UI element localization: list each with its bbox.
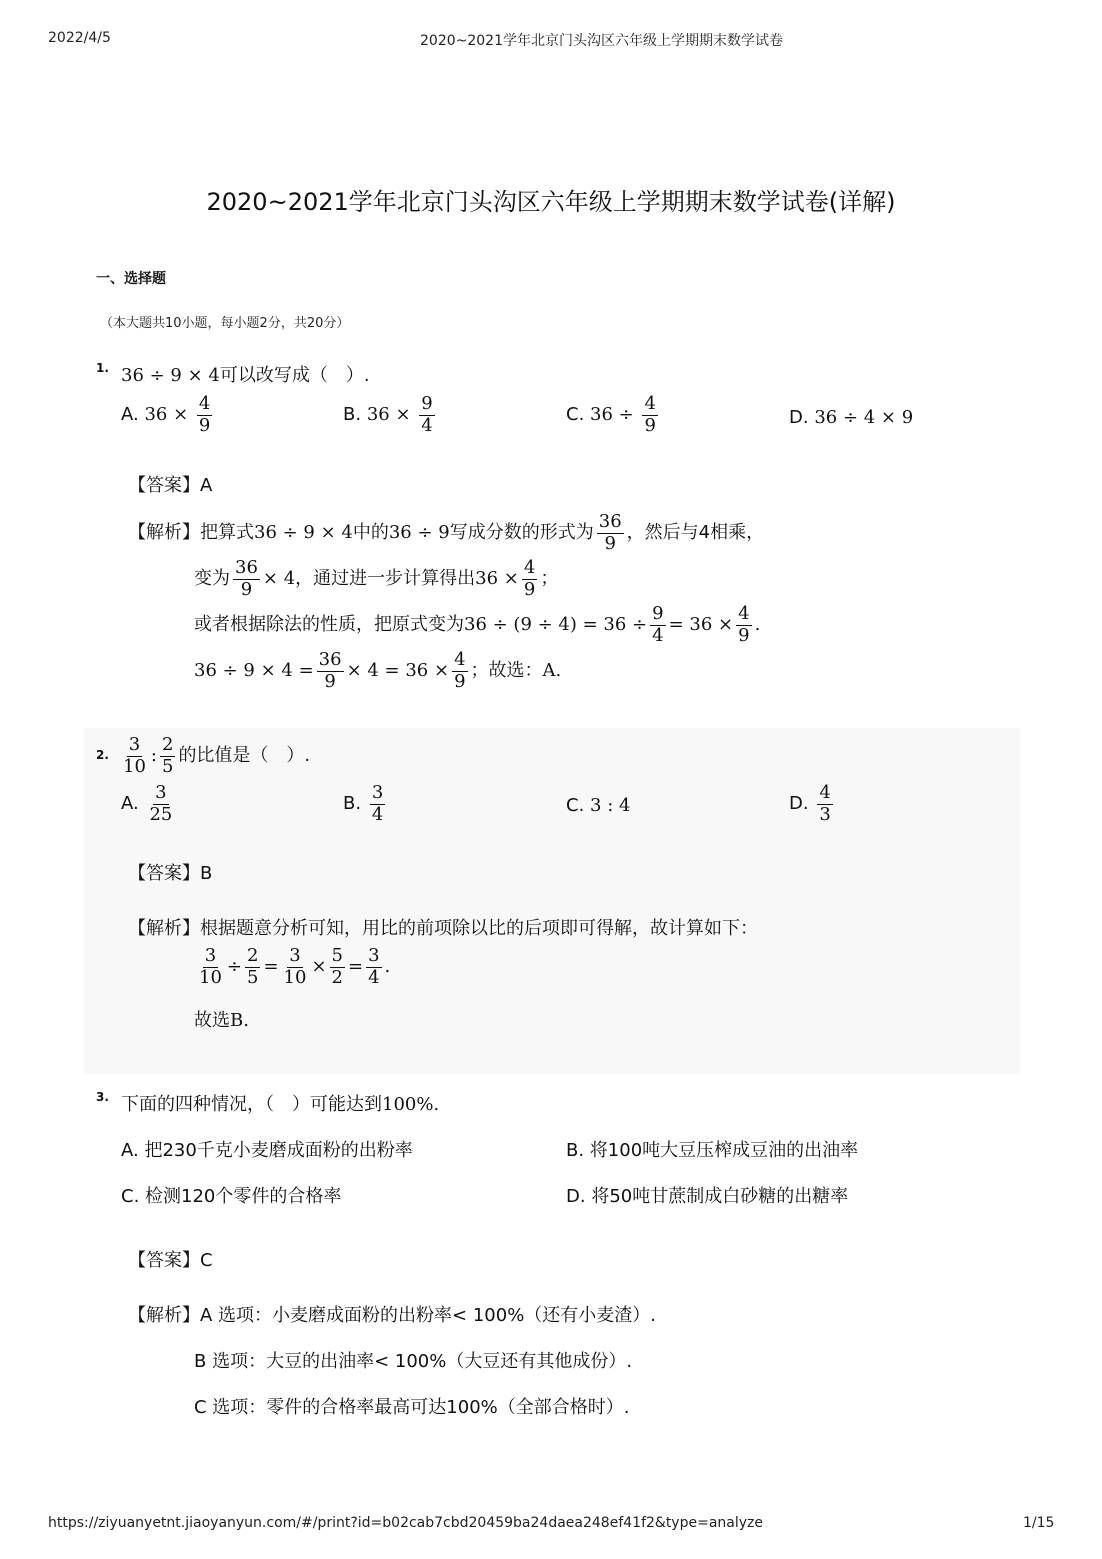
analysis-text: 把算式: [200, 522, 254, 544]
operator: =: [263, 956, 279, 978]
answer-value: C: [200, 1250, 213, 1271]
fraction: [197, 946, 224, 988]
fraction: [419, 394, 434, 436]
option-text: 把230千克小麦磨成面粉的出粉率: [144, 1140, 413, 1161]
analysis-line-1: [128, 1301, 656, 1327]
numerator: 9: [421, 393, 433, 414]
print-date: 2022/4/5: [48, 30, 111, 46]
answer-label: 【答案】: [128, 475, 200, 496]
numerator: 3: [371, 782, 384, 803]
fraction: [452, 650, 467, 692]
analysis-text: ；故选：: [470, 660, 543, 682]
option-b: [343, 394, 438, 436]
fraction: [597, 512, 624, 554]
math-expr: 36 ÷ 9 × 4 =: [194, 660, 314, 682]
math-end: .: [384, 956, 391, 978]
math-expr: 36 ÷ (9 ÷ 4) = 36 ÷: [464, 614, 648, 636]
numerator: 4: [644, 393, 656, 414]
answer-label: 【答案】: [128, 1250, 200, 1271]
option-label: B.: [343, 404, 362, 426]
option-expr: 3 : 4: [590, 795, 631, 816]
denominator: 10: [199, 966, 222, 988]
fraction: [147, 783, 174, 825]
option-d: [789, 783, 836, 825]
option-expr: 36 ÷ 4 × 9: [814, 407, 914, 428]
numerator: 3: [204, 945, 217, 966]
option-label: D.: [789, 793, 809, 815]
operator: ×: [311, 956, 327, 978]
answer-label: 【答案】: [128, 863, 200, 884]
denominator: 4: [368, 966, 380, 988]
option-expr: 36 ×: [144, 404, 189, 426]
numerator: 4: [738, 603, 750, 624]
denominator: 4: [371, 803, 384, 825]
denominator: 5: [161, 755, 174, 777]
denominator: 4: [421, 414, 433, 436]
analysis-text: A 选项：小麦磨成面粉的出粉率< 100%（还有小麦渣）.: [200, 1305, 657, 1326]
analysis-label: 【解析】: [128, 1305, 200, 1326]
analysis-line-4: [194, 650, 561, 692]
analysis-line-2: [194, 946, 390, 988]
fraction: [160, 735, 175, 777]
analysis-line-2: B 选项：大豆的出油率< 100%（大豆还有其他成份）.: [194, 1351, 633, 1372]
fraction: [370, 783, 385, 825]
denominator: 10: [123, 755, 146, 777]
math-expr: × 4 = 36 ×: [346, 660, 450, 682]
answer-line: [128, 471, 212, 497]
analysis-text: 或者根据除法的性质，把原式变为: [194, 614, 464, 636]
section-note: （本大题共10小题，每小题2分，共20分）: [100, 316, 350, 331]
fraction: [282, 946, 309, 988]
fraction: [197, 394, 212, 436]
denominator: 9: [644, 414, 656, 436]
option-label: C.: [566, 404, 585, 426]
option-d: [566, 1182, 848, 1208]
numerator: 36: [318, 649, 342, 670]
operator: =: [348, 956, 364, 978]
numerator: 36: [598, 511, 622, 532]
fraction: [522, 558, 537, 600]
denominator: 9: [240, 578, 253, 600]
option-label: D.: [566, 1186, 586, 1207]
numerator: 3: [128, 734, 141, 755]
option-label: D.: [789, 407, 809, 428]
numerator: 5: [331, 945, 343, 966]
footer-url-link[interactable]: https://ziyuanyetnt.jiaoyanyun.com/#/print?id=b02cab7cbd20459ba24daea248ef41f2&type=analyze: [48, 1515, 763, 1531]
denominator: 9: [604, 532, 616, 554]
answer-line: [128, 1246, 213, 1272]
question-stem: [118, 735, 310, 777]
option-a: [121, 1136, 413, 1162]
analysis-text: ，然后与4相乘，: [626, 522, 765, 544]
numerator: 2: [161, 734, 174, 755]
numerator: 36: [235, 557, 258, 578]
section-heading: 一、选择题: [96, 271, 166, 287]
option-a: [121, 394, 215, 436]
denominator: 9: [738, 624, 750, 646]
analysis-text: 中的: [352, 522, 389, 544]
fraction: [245, 946, 260, 988]
option-b: [343, 783, 388, 825]
fraction: [650, 604, 665, 646]
analysis-text: ；: [540, 568, 559, 590]
denominator: 10: [283, 966, 307, 988]
numerator: 3: [289, 945, 301, 966]
ratio-colon: :: [150, 745, 157, 767]
numerator: 4: [198, 393, 211, 414]
option-text: 将50吨甘蔗制成白砂糖的出糖率: [591, 1186, 849, 1207]
fraction: [330, 946, 345, 988]
option-c: [566, 394, 661, 436]
analysis-text: 故选: [194, 1010, 230, 1031]
denominator: 9: [454, 670, 466, 692]
fraction: [317, 650, 344, 692]
option-label: B.: [343, 793, 362, 815]
fraction: [121, 735, 148, 777]
option-expr: 36 ÷: [590, 404, 634, 426]
page-number: 1/15: [1023, 1515, 1055, 1531]
option-text: 检测120个零件的合格率: [145, 1186, 342, 1207]
analysis-text: 写成分数的形式为: [449, 522, 594, 544]
denominator: 4: [652, 624, 664, 646]
analysis-line-2: [194, 558, 558, 600]
math-expr: × 4: [262, 568, 296, 590]
option-label: A.: [121, 1140, 139, 1161]
analysis-label: 【解析】: [128, 522, 200, 544]
option-c: [566, 795, 630, 816]
numerator: 4: [819, 782, 831, 803]
analysis-line-3: C 选项：零件的合格率最高可达100%（全部合格时）.: [194, 1397, 630, 1418]
fraction: [233, 558, 260, 600]
math-expr: 36 ÷ 9 × 4: [254, 522, 353, 544]
math-expr: A.: [542, 660, 562, 682]
numerator: 2: [247, 945, 259, 966]
denominator: 5: [247, 966, 259, 988]
denominator: 9: [198, 414, 211, 436]
numerator: 9: [652, 603, 664, 624]
denominator: 25: [149, 803, 173, 825]
analysis-line-1: [128, 512, 764, 554]
option-b: [566, 1136, 858, 1162]
math-expr: 36 ÷ 9: [388, 522, 450, 544]
stem-text: 可以改写成（ ）.: [219, 365, 370, 386]
math-expr: = 36 ×: [668, 614, 734, 636]
analysis-text: 根据题意分析可知，用比的前项除以比的后项即可得解，故计算如下：: [200, 918, 758, 939]
numerator: 3: [155, 782, 167, 803]
analysis-text: ，通过进一步计算得出: [295, 568, 476, 590]
analysis-text: 变为: [194, 568, 230, 590]
question-number: 3.: [96, 1090, 109, 1104]
option-d: [789, 407, 913, 428]
page-title: 2020~2021学年北京门头沟区六年级上学期期末数学试卷(详解): [206, 188, 896, 216]
fraction: [366, 946, 381, 988]
denominator: 9: [324, 670, 336, 692]
analysis-label: 【解析】: [128, 918, 200, 939]
option-expr: 36 ×: [366, 404, 411, 426]
answer-line: [128, 859, 212, 885]
question-number: 1.: [96, 361, 109, 375]
option-label: A.: [121, 793, 139, 815]
math-expr: 36 ×: [475, 568, 519, 590]
denominator: 2: [331, 966, 343, 988]
question-stem: [121, 1090, 439, 1116]
math-expr: B.: [230, 1010, 249, 1031]
option-label: B.: [566, 1140, 585, 1161]
stem-text: 的比值是（ ）.: [178, 745, 311, 767]
fraction: [642, 394, 657, 436]
fraction: [817, 783, 832, 825]
option-label: C.: [566, 795, 585, 816]
option-c: [121, 1182, 341, 1208]
option-label: A.: [121, 404, 139, 426]
analysis-line-3: [194, 1006, 249, 1032]
stem-expression: 36 ÷ 9 × 4: [121, 365, 220, 386]
math-expr: .: [754, 614, 761, 636]
option-text: 将100吨大豆压榨成豆油的出油率: [589, 1140, 859, 1161]
denominator: 9: [523, 578, 536, 600]
stem-expression: 100%.: [382, 1094, 440, 1115]
answer-value: A: [200, 475, 213, 496]
fraction: [736, 604, 751, 646]
analysis-line-3: [194, 604, 760, 646]
question-number: 2.: [96, 748, 109, 762]
denominator: 3: [819, 803, 831, 825]
option-label: C.: [121, 1186, 140, 1207]
operator: ÷: [226, 956, 242, 978]
analysis-line-1: [128, 914, 758, 940]
numerator: 4: [454, 649, 466, 670]
question-stem: [121, 361, 370, 387]
answer-value: B: [200, 863, 213, 884]
numerator: 3: [368, 945, 380, 966]
stem-text: 下面的四种情况，（ ）可能达到: [121, 1094, 382, 1115]
option-a: [121, 783, 177, 825]
print-doc-title: 2020~2021学年北京门头沟区六年级上学期期末数学试卷: [420, 33, 783, 49]
numerator: 4: [523, 557, 536, 578]
